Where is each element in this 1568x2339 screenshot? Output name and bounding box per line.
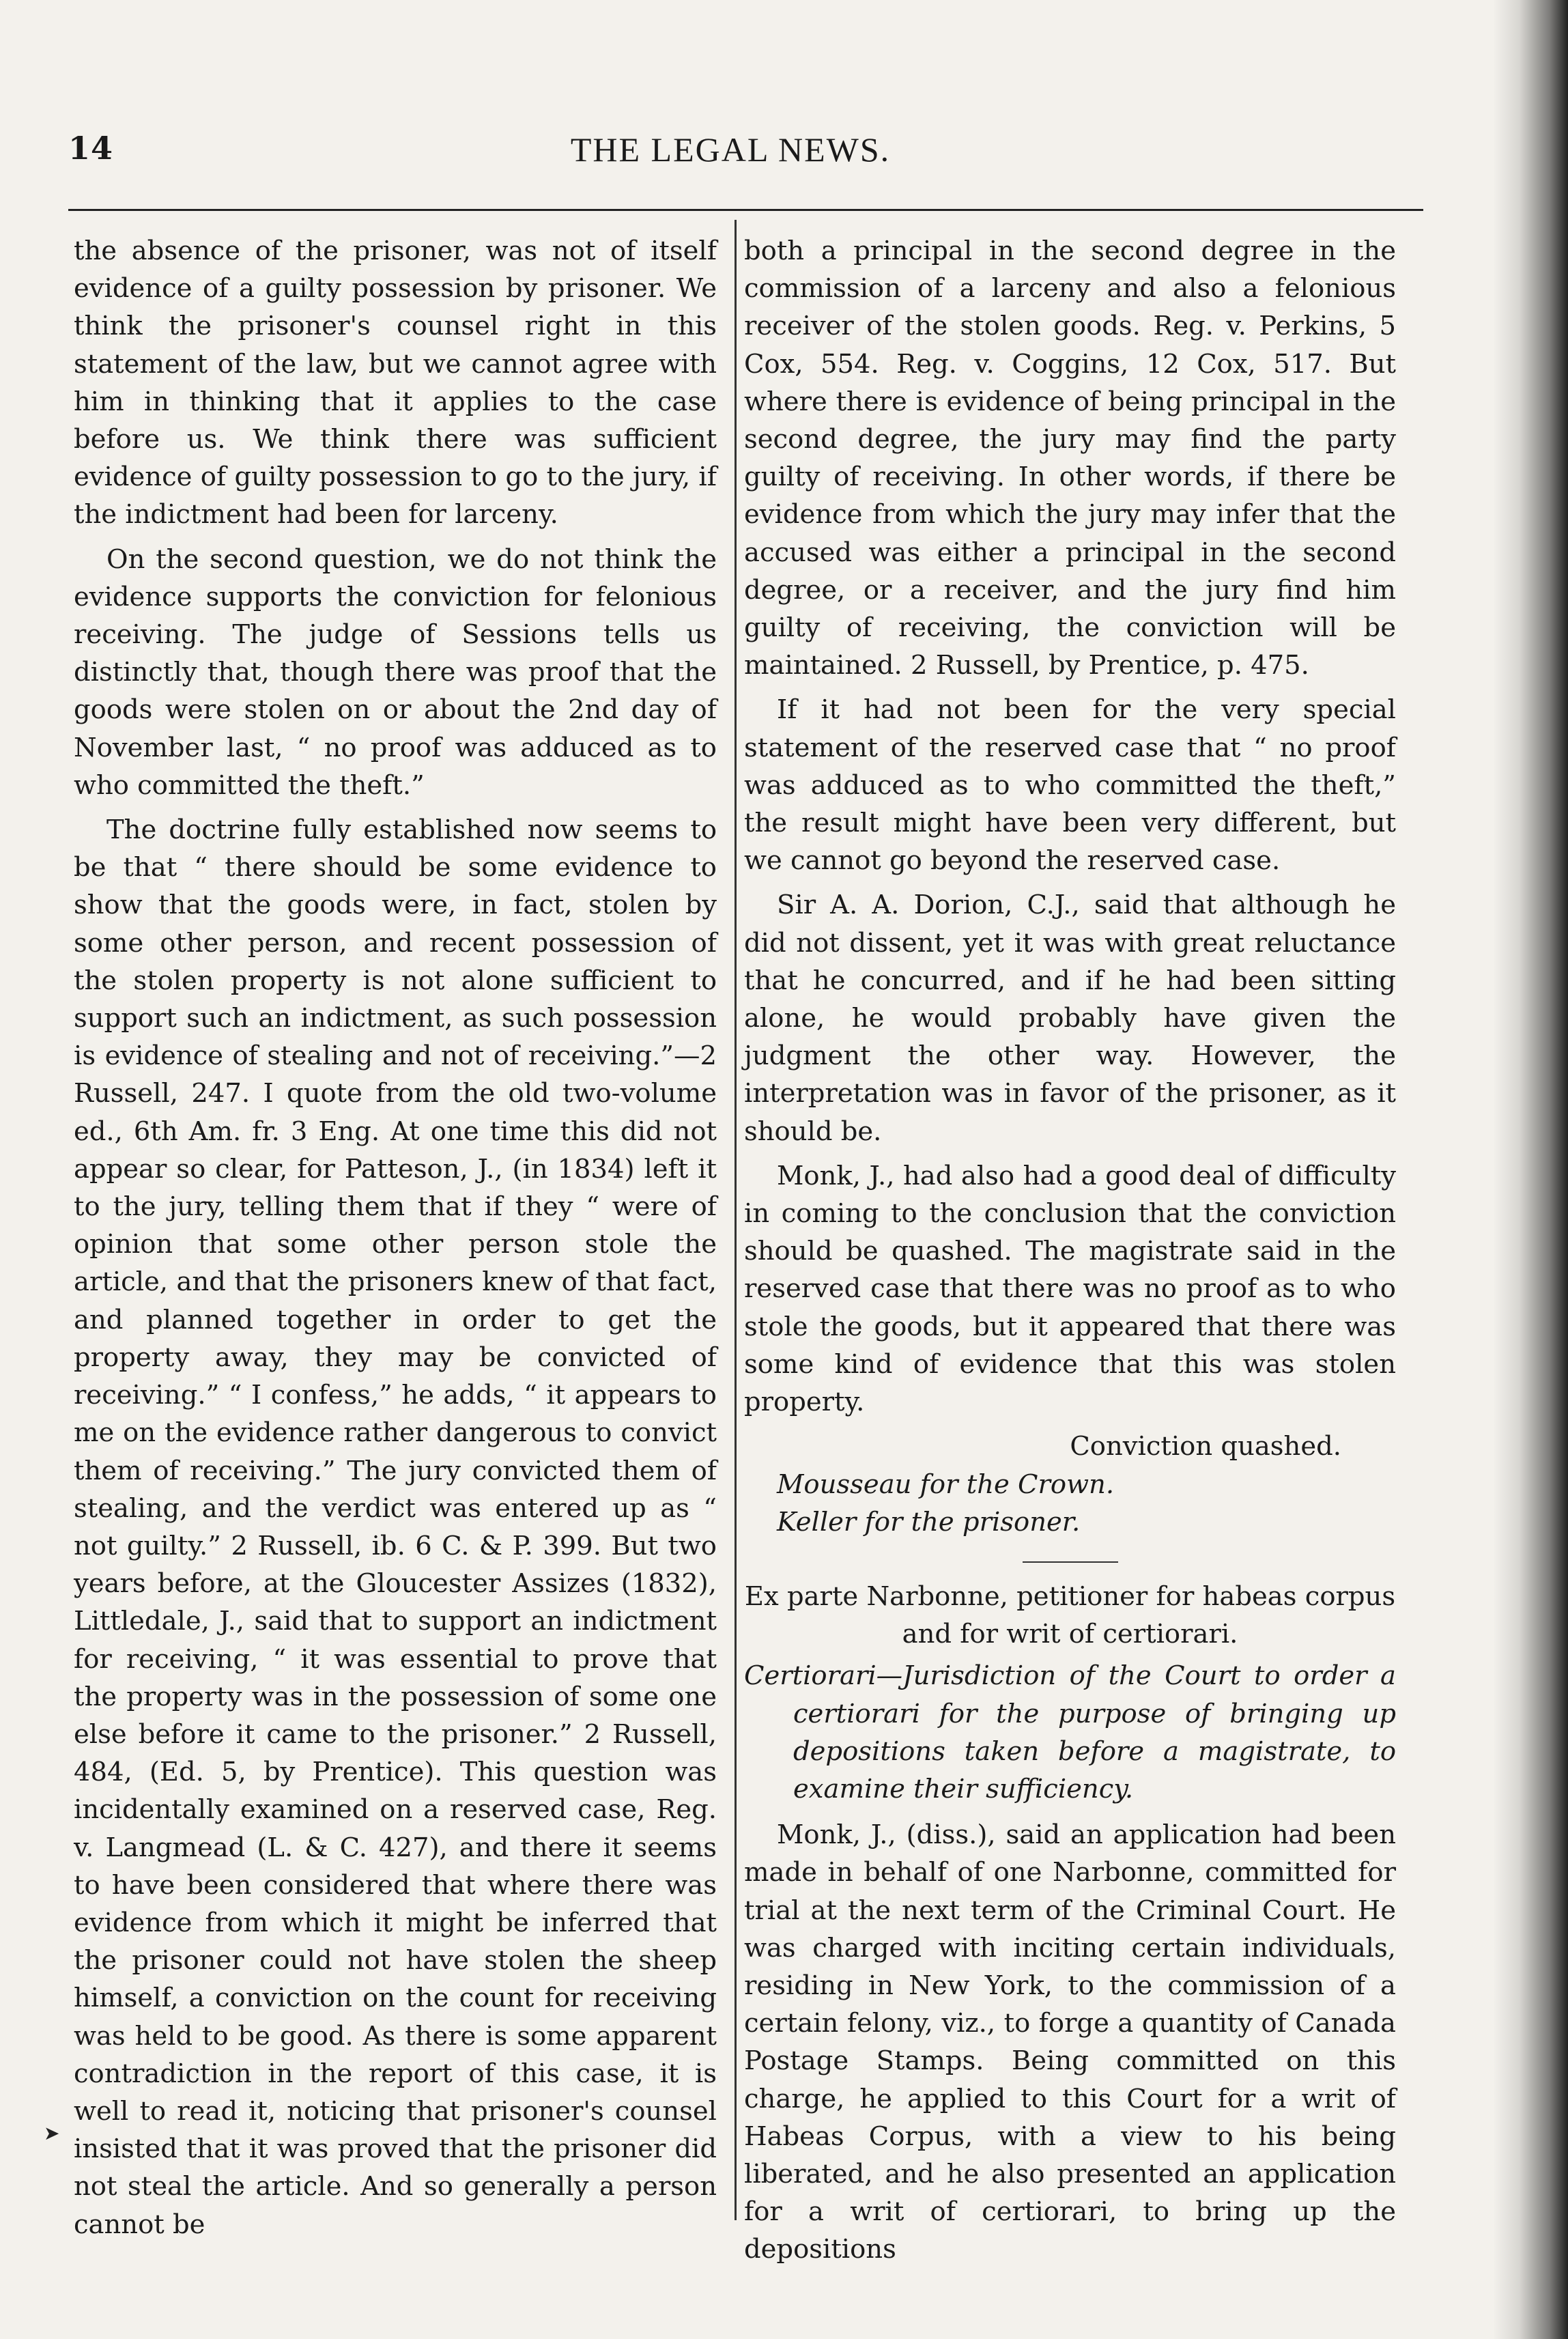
left-paragraph-3: The doctrine fully established now seems to be that “ there should be some evidence to show that the goods were, in fact, stolen by some other person, and recent possession of the stolen property is not alone sufficient to support such an indictment, as such possession is evidence of stealing and not of receiving.”—2 Russell, 247. I quote from the old two-volume ed., 6th Am. fr. 3 Eng. At one time this did not appear so clear, for Patteson, J., (in 1834) left it to the jury, telling them that if they “ were of opinion that some other person stole the article, and that the prisoners knew of that fact, and planned together in order to get the property away, they may be convicted of receiving.” “ I confess,” he adds, “ it appears to me on the evidence rather dangerous to convict them of receiving.” The jury convicted them of stealing, and the verdict was entered up as “ not guilty.” 2 Russell, ib. 6 C. & P. 399. But two years before, at the Gloucester Assizes (1832), Littledale, J., said that to support an indictment for receiving, “ it was essential to prove that the property was in the possession of some one else before it came to the prisoner.” 2 Russell, 484, (Ed. 5, by Prentice). This question was incidentally examined on a reserved case, Reg. v. Langmead (L. & C. 427), and there it seems to have been considered that where there was evidence from which it might be inferred that the prisoner could not have stolen the sheep himself, a conviction on the count for receiving was held to be good. As there is some apparent contradiction in the report of this case, it is well to read it, noticing that prisoner's counsel insisted that it was proved that the prisoner did not steal the article. And so generally a person cannot be bbox=[74, 814, 717, 2240]
journal-title: THE LEGAL NEWS. bbox=[570, 130, 891, 169]
header-rule bbox=[68, 209, 1423, 211]
right-paragraph-1: both a principal in the second degree in the commission of a larceny and also a felonious receiver of the stolen goods. Reg. v. Perkins, 5 Cox, 554. Reg. v. Coggins, 12 Cox, 517. But where there is evidence of being principal in the second degree, the jury may find the party guilty of receiving. In other words, if there be evidence from which the jury may infer that the accused was either a principal in the second degree, or a receiver, and the jury find him guilty of receiving, the conviction will be maintained. 2 Russell, by Prentice, p. 475. bbox=[744, 236, 1396, 681]
counsel-prisoner: Keller for the prisoner. bbox=[777, 1506, 1081, 1537]
counsel-crown: Mousseau for the Crown. bbox=[777, 1469, 1115, 1500]
verdict: Conviction quashed. bbox=[1070, 1431, 1341, 1462]
page-edge-shadow bbox=[1493, 0, 1568, 2339]
page-header bbox=[68, 130, 1393, 191]
case-title: Ex parte Narbonne, petitioner for habeas corpus and for writ of certiorari. bbox=[744, 1580, 1396, 1650]
left-paragraph-1: the absence of the prisoner, was not of itself evidence of a guilty possession by prisoner. We think the prisoner's counsel right in this statement of the law, but we cannot agree with him in thinking that it applies to the case before us. We think there was sufficient evidence of guilty possession to go to the jury, if the indictment had been for larceny. bbox=[74, 236, 717, 530]
column-divider bbox=[735, 220, 737, 2220]
right-paragraph-5: Monk, J., (diss.), said an application had been made in behalf of one Narbonne, committed for trial at the next term of the Criminal Court. He was charged with inciting certain individuals, residing in New York, to the commission of a certain felony, viz., to forge a quantity of Canada Postage Stamps. Being committed on this charge, he applied to this Court for a writ of Habeas Corpus, with a view to his being liberated, and he also presented an application for a writ of certiorari, to bring up the depositions bbox=[744, 1819, 1396, 2265]
right-paragraph-4: Monk, J., had also had a good deal of difficulty in coming to the conclusion that the conviction should be quashed. The magistrate said in the reserved case that there was no proof as to who stole the goods, but it appeared that there was some kind of evidence that this was stolen property. bbox=[744, 1160, 1396, 1418]
page-number: 14 bbox=[68, 130, 114, 167]
right-paragraph-2: If it had not been for the very special statement of the reserved case that “ no proof was adduced as to who committed the theft,” the result might have been very different, but we cannot go beyond the reserved case. bbox=[744, 694, 1396, 877]
left-paragraph-2: On the second question, we do not think the evidence supports the conviction for felonious receiving. The judge of Sessions tells us distinctly that, though there was proof that the goods were stolen on or about the 2nd day of November last, “ no proof was adduced as to who committed the theft.” bbox=[74, 543, 717, 801]
right-paragraph-3: Sir A. A. Dorion, C.J., said that although he did not dissent, yet it was with great reluctance that he concurred, and if he had been sitting alone, he would probably have given the judgment the other way. However, the interpretation was in favor of the prisoner, as it should be. bbox=[744, 890, 1396, 1147]
case-headnote: Certiorari—Jurisdiction of the Court to order a certiorari for the purpose of bringing up depositions taken before a magistrate, to examine their sufficiency. bbox=[744, 1660, 1396, 1804]
section-separator bbox=[1023, 1561, 1118, 1563]
left-column bbox=[74, 232, 717, 2243]
right-column bbox=[744, 232, 1396, 2269]
margin-mark: ➤ bbox=[44, 2122, 60, 2144]
